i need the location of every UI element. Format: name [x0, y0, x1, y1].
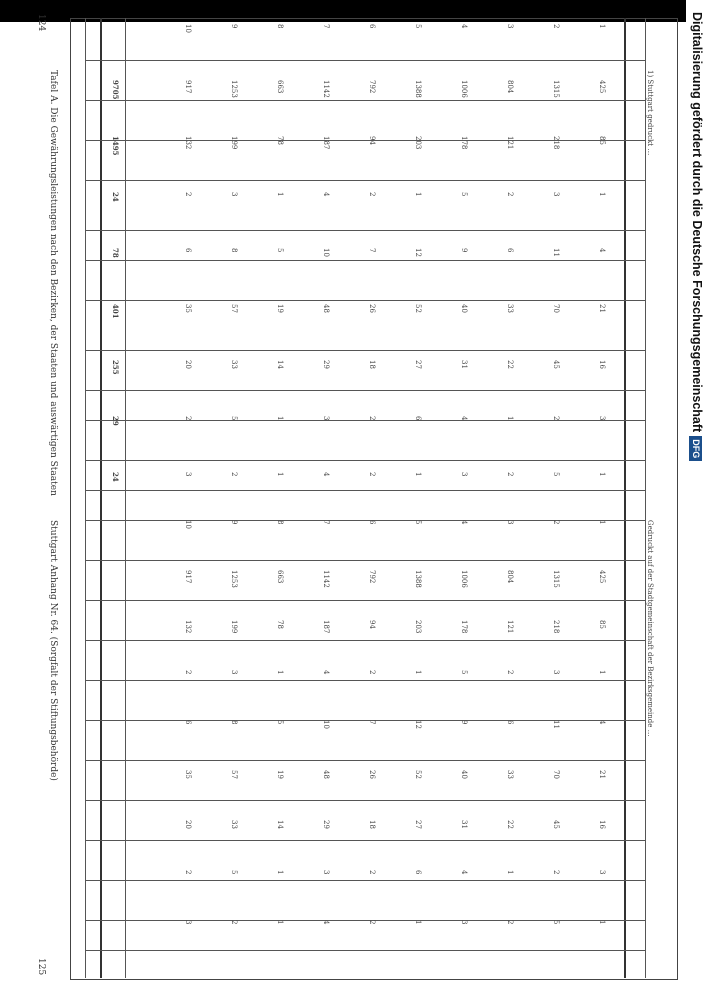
- table-cell: 27: [414, 360, 422, 369]
- table-cell: 917: [184, 570, 192, 584]
- table-cell: 10: [184, 520, 192, 529]
- footnote-left: 1) Stuttgart gedruckt …: [646, 70, 654, 156]
- table-cell: 3: [184, 920, 192, 925]
- table-cell: 18: [368, 820, 376, 829]
- table-cell: 33: [230, 820, 238, 829]
- table-cell: 29: [322, 820, 330, 829]
- table-cell: 2: [506, 920, 514, 925]
- table-cell: 4: [598, 720, 606, 725]
- table-cell: 1: [598, 24, 606, 29]
- table-cell: 7: [368, 720, 376, 725]
- table-cell: 203: [414, 136, 422, 150]
- table-cell: 6: [368, 520, 376, 525]
- table-cell: 4: [322, 192, 330, 197]
- table-cell: 2: [552, 520, 560, 525]
- table-cell: 199: [230, 620, 238, 634]
- table-column-rule: [86, 680, 646, 681]
- table-cell: 1: [598, 520, 606, 525]
- table-cell: 2: [506, 670, 514, 675]
- table-cell: 14: [276, 360, 284, 369]
- table-cell: 663: [276, 570, 284, 584]
- table-cell: 2: [230, 920, 238, 925]
- table-cell: 7: [322, 520, 330, 525]
- table-cell: 3: [506, 24, 514, 29]
- table-column-rule: [86, 420, 646, 421]
- table-cell: 2: [368, 670, 376, 675]
- table-cell: 6: [184, 248, 192, 253]
- table-cell: 4: [598, 248, 606, 253]
- table-cell: 52: [414, 304, 422, 313]
- table-cell: 2: [368, 870, 376, 875]
- table-cell: 3: [460, 920, 468, 925]
- table-cell: 1: [598, 670, 606, 675]
- table-column-rule: [86, 640, 646, 641]
- table-cell: 4: [460, 24, 468, 29]
- table-cell: 3: [230, 670, 238, 675]
- table-cell: 57: [230, 770, 238, 779]
- table-cell: 33: [506, 304, 514, 313]
- table-cell: 1: [276, 192, 284, 197]
- table-cell: 1: [276, 920, 284, 925]
- table-cell: 425: [598, 80, 606, 94]
- table-cell: 663: [276, 80, 284, 94]
- table-cell: 10: [322, 248, 330, 257]
- table-cell: 4: [460, 416, 468, 421]
- table-cell: 2: [230, 472, 238, 477]
- table-cell: 1253: [230, 80, 238, 98]
- table-cell: 3: [552, 670, 560, 675]
- table-cell: 26: [368, 304, 376, 313]
- table-cell: 5: [276, 248, 284, 253]
- table-cell: 121: [506, 620, 514, 634]
- table-cell: 3: [598, 870, 606, 875]
- table-cell: 22: [506, 820, 514, 829]
- table-cell: 7: [368, 248, 376, 253]
- table-cell: 1142: [322, 80, 330, 98]
- table-cell: 1315: [552, 80, 560, 98]
- table-cell: 94: [368, 620, 376, 629]
- table-cell: 2: [368, 920, 376, 925]
- table-cell: 3: [230, 192, 238, 197]
- table-cell: 78: [276, 136, 284, 145]
- table-total-cell: 1495: [111, 136, 120, 156]
- table-column-rule: [86, 490, 646, 491]
- table-rule: [85, 18, 86, 978]
- table-cell: 1: [276, 870, 284, 875]
- table-cell: 1: [276, 670, 284, 675]
- table-cell: 203: [414, 620, 422, 634]
- table-column-rule: [86, 560, 646, 561]
- table-cell: 11: [552, 248, 560, 257]
- table-column-rule: [86, 180, 646, 181]
- table-cell: 9: [460, 248, 468, 253]
- table-cell: 78: [276, 620, 284, 629]
- table-cell: 31: [460, 360, 468, 369]
- table-cell: 187: [322, 620, 330, 634]
- page-header-right: Stuttgart Anhang Nr. 64. (Sorgfalt der Stiftungsbehörde): [48, 520, 58, 781]
- table-cell: 2: [184, 670, 192, 675]
- table-cell: 9: [460, 720, 468, 725]
- table-cell: 3: [598, 416, 606, 421]
- table-total-cell: 24: [111, 192, 120, 202]
- table-rule: [645, 18, 646, 978]
- table-cell: 4: [460, 520, 468, 525]
- table-cell: 9: [230, 520, 238, 525]
- table-cell: 5: [414, 24, 422, 29]
- table-column-rule: [86, 600, 646, 601]
- table-cell: 3: [184, 472, 192, 477]
- table-cell: 792: [368, 80, 376, 94]
- table-cell: 70: [552, 770, 560, 779]
- table-cell: 19: [276, 770, 284, 779]
- table-cell: 26: [368, 770, 376, 779]
- table-cell: 19: [276, 304, 284, 313]
- table-cell: 18: [368, 360, 376, 369]
- dfg-banner-text: Digitalisierung gefördert durch die Deutsche Forschungsgemeinschaft: [690, 12, 704, 433]
- table-cell: 40: [460, 770, 468, 779]
- table-cell: 12: [414, 720, 422, 729]
- table-total-cell: 255: [111, 360, 120, 375]
- table-cell: 2: [506, 192, 514, 197]
- table-cell: 2: [184, 416, 192, 421]
- table-cell: 178: [460, 136, 468, 150]
- table-cell: 4: [460, 870, 468, 875]
- table-cell: 45: [552, 820, 560, 829]
- table-cell: 85: [598, 136, 606, 145]
- table-cell: 5: [276, 720, 284, 725]
- table-cell: 4: [322, 920, 330, 925]
- table-cell: 804: [506, 80, 514, 94]
- table-cell: 6: [368, 24, 376, 29]
- table-total-cell: 24: [111, 472, 120, 482]
- table-cell: 21: [598, 770, 606, 779]
- table-cell: 27: [414, 820, 422, 829]
- table-cell: 52: [414, 770, 422, 779]
- table-cell: 45: [552, 360, 560, 369]
- table-cell: 1388: [414, 80, 422, 98]
- table-column-rule: [86, 520, 646, 521]
- table-cell: 121: [506, 136, 514, 150]
- table-cell: 7: [322, 24, 330, 29]
- table-cell: 3: [460, 472, 468, 477]
- table-cell: 2: [552, 416, 560, 421]
- table-cell: 792: [368, 570, 376, 584]
- table-column-rule: [86, 350, 646, 351]
- table-cell: 29: [322, 360, 330, 369]
- table-column-rule: [86, 260, 646, 261]
- table-cell: 1: [598, 920, 606, 925]
- footnote-right: Gedruckt auf der Stadtgemeinschaft der Bezirksgemeinde …: [646, 520, 654, 737]
- table-total-cell: 401: [111, 304, 120, 319]
- table-column-rule: [86, 300, 646, 301]
- table-cell: 1006: [460, 80, 468, 98]
- table-cell: 2: [552, 24, 560, 29]
- table-cell: 804: [506, 570, 514, 584]
- table-total-cell: 9705: [111, 80, 120, 100]
- table-cell: 5: [230, 870, 238, 875]
- table-cell: 20: [184, 820, 192, 829]
- table-column-rule: [86, 720, 646, 721]
- table-cell: 1: [414, 670, 422, 675]
- table-cell: 21: [598, 304, 606, 313]
- table-column-rule: [86, 920, 646, 921]
- table-column-rule: [86, 460, 646, 461]
- table-cell: 10: [184, 24, 192, 33]
- table-cell: 2: [368, 192, 376, 197]
- table-column-rule: [86, 840, 646, 841]
- table-cell: 5: [230, 416, 238, 421]
- table-cell: 9: [230, 24, 238, 29]
- table-cell: 48: [322, 770, 330, 779]
- table-cell: 917: [184, 80, 192, 94]
- table-cell: 1: [414, 472, 422, 477]
- table-cell: 1315: [552, 570, 560, 588]
- table-column-rule: [86, 390, 646, 391]
- table-cell: 6: [184, 720, 192, 725]
- table-cell: 33: [506, 770, 514, 779]
- table-cell: 3: [322, 870, 330, 875]
- table-cell: 5: [460, 192, 468, 197]
- table-cell: 1: [598, 472, 606, 477]
- table-cell: 199: [230, 136, 238, 150]
- table-column-rule: [86, 140, 646, 141]
- table-cell: 3: [322, 416, 330, 421]
- table-cell: 57: [230, 304, 238, 313]
- table-cell: 85: [598, 620, 606, 629]
- table-rule: [125, 18, 126, 978]
- table-rule: [624, 18, 626, 978]
- table-cell: 2: [552, 870, 560, 875]
- table-cell: 1: [414, 192, 422, 197]
- table-cell: 1253: [230, 570, 238, 588]
- dfg-badge: DFG: [689, 436, 702, 461]
- table-cell: 35: [184, 770, 192, 779]
- table-cell: 2: [368, 416, 376, 421]
- table-cell: 10: [322, 720, 330, 729]
- table-cell: 1: [598, 192, 606, 197]
- table-frame: [70, 18, 678, 980]
- table-cell: 4: [322, 670, 330, 675]
- page-header-left: Tafel A. Die Gewährungsleistungen nach den Bezirken, der Staaten und auswärtigen Staaten: [48, 70, 58, 496]
- table-cell: 94: [368, 136, 376, 145]
- table-cell: 35: [184, 304, 192, 313]
- table-column-rule: [86, 230, 646, 231]
- table-cell: 16: [598, 820, 606, 829]
- table-column-rule: [86, 880, 646, 881]
- table-cell: 8: [230, 248, 238, 253]
- table-column-rule: [86, 760, 646, 761]
- table-cell: 70: [552, 304, 560, 313]
- table-cell: 425: [598, 570, 606, 584]
- table-column-rule: [86, 100, 646, 101]
- table-cell: 6: [506, 248, 514, 253]
- table-cell: 5: [414, 520, 422, 525]
- table-cell: 31: [460, 820, 468, 829]
- table-cell: 1: [276, 472, 284, 477]
- table-cell: 5: [552, 472, 560, 477]
- table-total-cell: 78: [111, 248, 120, 258]
- table-cell: 8: [276, 520, 284, 525]
- table-cell: 22: [506, 360, 514, 369]
- table-cell: 3: [552, 192, 560, 197]
- table-cell: 14: [276, 820, 284, 829]
- table-cell: 1142: [322, 570, 330, 588]
- table-cell: 16: [598, 360, 606, 369]
- table-cell: 1006: [460, 570, 468, 588]
- table-cell: 1388: [414, 570, 422, 588]
- table-cell: 40: [460, 304, 468, 313]
- table-cell: 12: [414, 248, 422, 257]
- table-cell: 218: [552, 620, 560, 634]
- table-cell: 3: [506, 520, 514, 525]
- table-cell: 2: [184, 870, 192, 875]
- table-total-cell: 29: [111, 416, 120, 426]
- table-cell: 1: [506, 870, 514, 875]
- dfg-banner: [687, 0, 707, 1000]
- table-cell: 2: [368, 472, 376, 477]
- table-cell: 2: [184, 192, 192, 197]
- table-cell: 2: [506, 472, 514, 477]
- table-cell: 178: [460, 620, 468, 634]
- table-cell: 8: [230, 720, 238, 725]
- table-column-rule: [86, 60, 646, 61]
- table-cell: 33: [230, 360, 238, 369]
- table-cell: 6: [414, 416, 422, 421]
- table-cell: 5: [552, 920, 560, 925]
- table-cell: 11: [552, 720, 560, 729]
- table-cell: 1: [506, 416, 514, 421]
- table-cell: 6: [506, 720, 514, 725]
- table-rule: [100, 18, 102, 978]
- page-number-left: 124: [36, 14, 46, 32]
- table-cell: 132: [184, 620, 192, 634]
- table-cell: 8: [276, 24, 284, 29]
- table-column-rule: [86, 950, 646, 951]
- table-cell: 187: [322, 136, 330, 150]
- table-cell: 1: [414, 920, 422, 925]
- page-number-right: 125: [36, 958, 46, 976]
- table-cell: 4: [322, 472, 330, 477]
- table-cell: 20: [184, 360, 192, 369]
- table-cell: 218: [552, 136, 560, 150]
- table-cell: 1: [276, 416, 284, 421]
- table-cell: 6: [414, 870, 422, 875]
- table-cell: 132: [184, 136, 192, 150]
- table-cell: 48: [322, 304, 330, 313]
- table-cell: 5: [460, 670, 468, 675]
- table-column-rule: [86, 800, 646, 801]
